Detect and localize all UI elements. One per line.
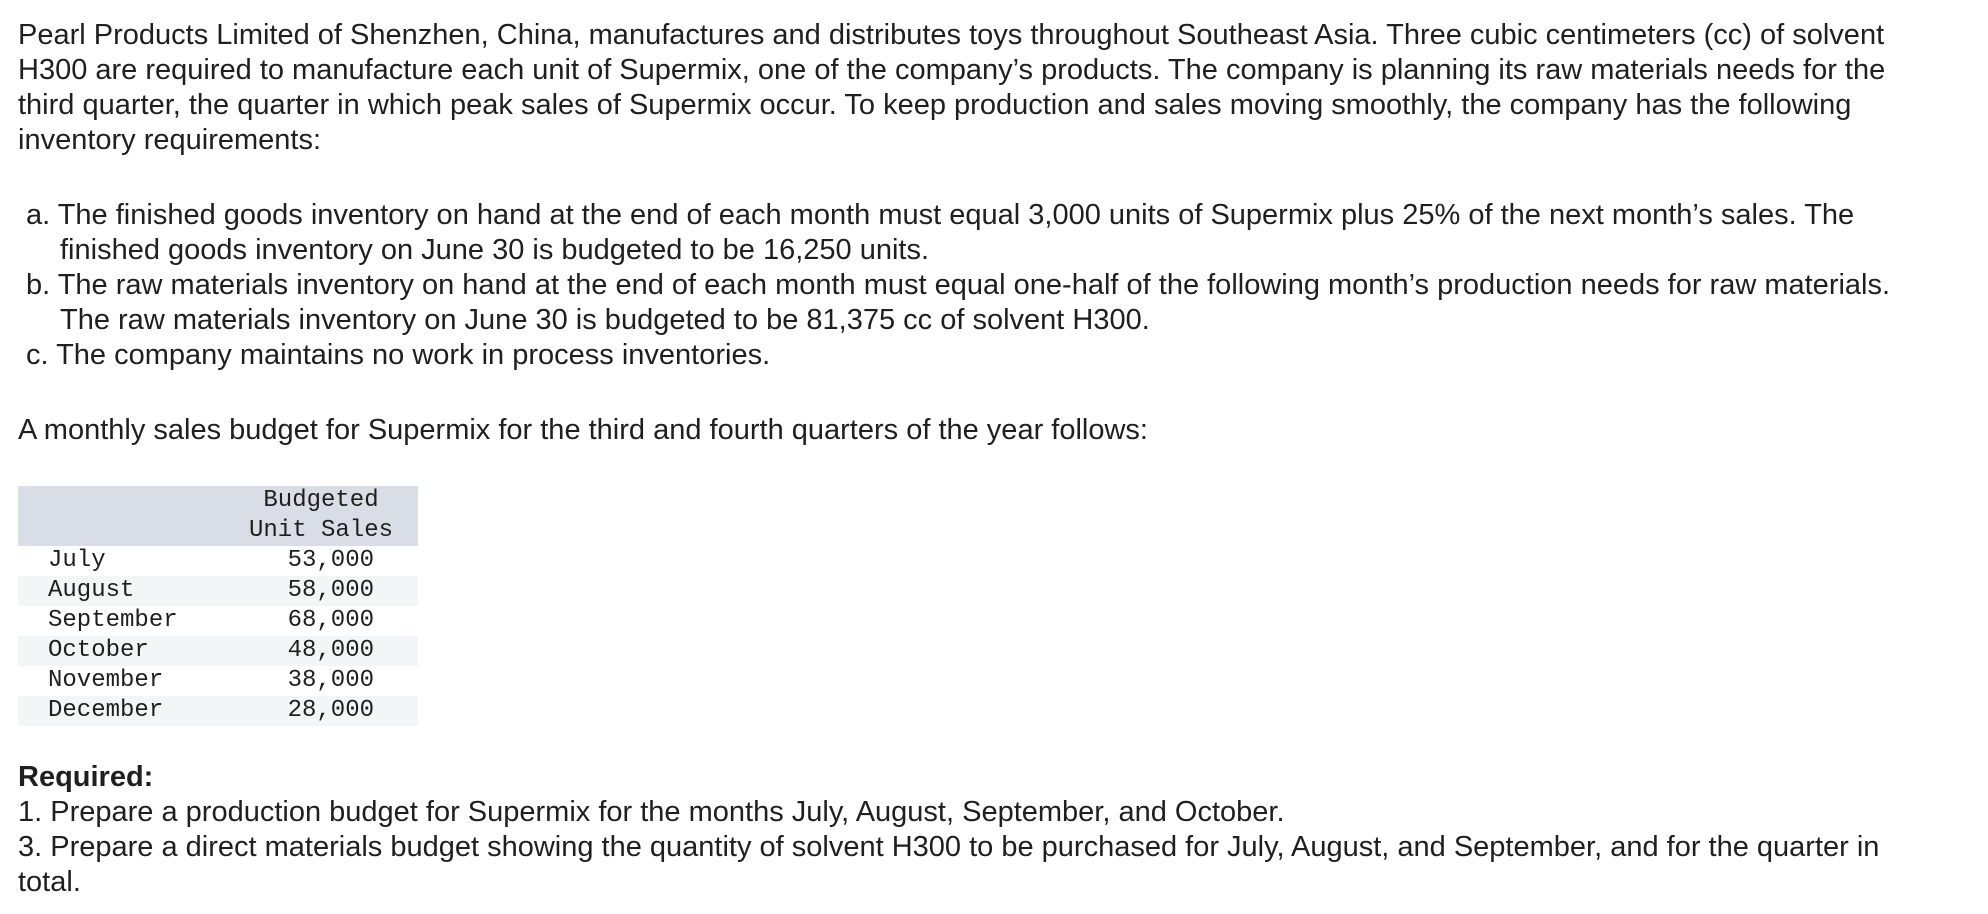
table-row [18,546,418,576]
required-item-3: 3. Prepare a direct materials budget showing the quantity of solvent H300 to be purchased for July, August, and September, and for the quarter in total. [18,831,1880,898]
sales-cell: 28,000 [238,696,418,726]
requirement-b: b. The raw materials inventory on hand at the end of each month must equal one-half of the following month’s production needs for raw materials. The raw materials inventory on June 30 is budgeted to be 81,375 cc of solvent H300. [26,269,1891,336]
header-line-2: Unit Sales [248,517,394,544]
sales-budget-table [18,486,418,726]
sales-cell: 48,000 [238,636,418,666]
budgeted-unit-sales-header [238,486,418,546]
month-cell: October [18,636,238,666]
required-item-1: 1. Prepare a production budget for Supermix for the months July, August, September, and October. [18,796,1285,828]
sales-cell: 38,000 [287,667,374,694]
header-line-1: Budgeted [263,487,379,514]
inventory-requirements-list [18,198,1906,373]
table-row [18,636,418,666]
requirement-c: c. The company maintains no work in process inventories. [26,339,771,371]
month-cell: August [18,576,238,606]
sales-cell: 68,000 [287,607,374,634]
table-row [18,696,418,726]
month-cell: September [48,607,178,634]
sales-budget-intro: A monthly sales budget for Supermix for the third and fourth quarters of the year follows: [18,414,1148,446]
month-cell: July [48,547,106,574]
month-column-header [18,486,238,546]
month-cell: December [18,696,238,726]
table-row [18,576,418,606]
required-items [18,795,1918,900]
sales-cell: 58,000 [238,576,418,606]
table-row [18,606,418,636]
requirement-a: a. The finished goods inventory on hand at the end of each month must equal 3,000 units of Supermix plus 25% of the next month’s sales. The finished goods inventory on June 30 is budgeted to be 16,250 units. [26,199,1855,266]
table-row [18,666,418,696]
intro-paragraph: Pearl Products Limited of Shenzhen, China, manufactures and distributes toys throughout Southeast Asia. Three cubic centimeters (cc) of solvent H300 are required to manufacture each unit of Supermix, one of the company’s products. The company is planning its raw materials needs for the third quarter, the quarter in which peak sales of Supermix occur. To keep production and sales moving smoothly, the company has the following inventory requirements: [18,19,1886,156]
month-cell: November [48,667,164,694]
sales-cell: 53,000 [287,547,374,574]
required-heading: Required: [18,761,154,793]
